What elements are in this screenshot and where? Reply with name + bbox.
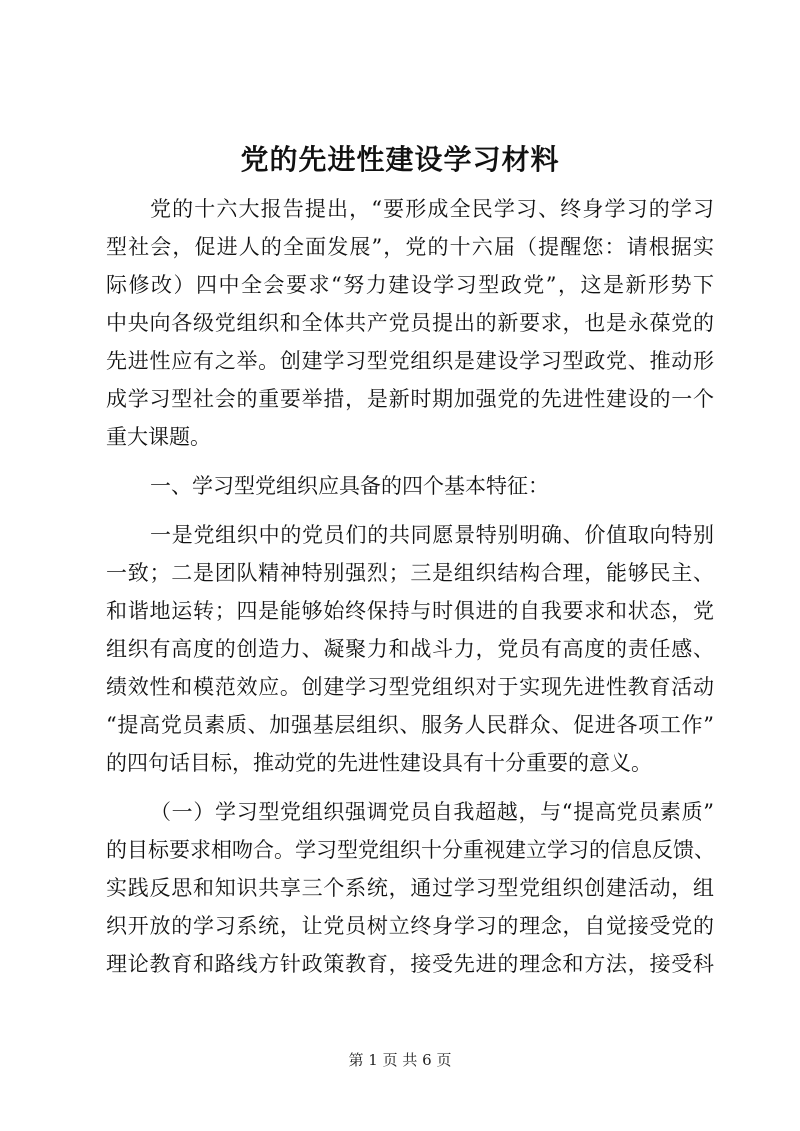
paragraph-spacer — [106, 782, 714, 793]
section-heading — [106, 467, 714, 505]
section-heading-line: 一、学习型党组织应具备的四个基本特征： — [150, 474, 549, 498]
paragraph-line: 成学习型社会的重要举措，是新时期加强党的先进性建设的一个 — [106, 387, 714, 411]
paragraph-line: 重大课题。 — [106, 425, 211, 449]
paragraph-spacer — [106, 505, 714, 516]
paragraph-line: 先进性应有之举。创建学习型党组织是建设学习型政党、推动形 — [106, 349, 714, 373]
paragraph-line: 的四句话目标，推动党的先进性建设具有十分重要的意义。 — [106, 751, 652, 775]
document-title: 党的先进性建设学习材料 — [240, 143, 560, 176]
paragraph-line: 理论教育和路线方针政策教育，接受先进的理念和方法，接受科 — [106, 952, 714, 976]
paragraph-section-one — [106, 793, 714, 983]
paragraph-line: 型社会，促进人的全面发展”，党的十六届（提醒您：请根据实 — [106, 235, 714, 259]
paragraph-line: 一致；二是团队精神特别强烈；三是组织结构合理，能够民主、 — [106, 561, 714, 585]
paragraph-line: 一是党组织中的党员们的共同愿景特别明确、价值取向特别 — [150, 523, 714, 547]
paragraph-features — [106, 516, 714, 782]
document-body — [106, 190, 714, 983]
paragraph-line: 实践反思和知识共享三个系统，通过学习型党组织创建活动，组 — [106, 876, 714, 900]
paragraph-line: 组织有高度的创造力、凝聚力和战斗力，党员有高度的责任感、 — [106, 637, 714, 661]
paragraph-line: （一）学习型党组织强调党员自我超越，与“提高党员素质” — [150, 800, 714, 824]
paragraph-line: 中央向各级党组织和全体共产党员提出的新要求，也是永葆党的 — [106, 311, 714, 335]
paragraph-line: 际修改）四中全会要求“努力建设学习型政党”，这是新形势下 — [106, 273, 714, 297]
paragraph-line: 党的十六大报告提出，“要形成全民学习、终身学习的学习 — [150, 197, 714, 221]
paragraph-line: 织开放的学习系统，让党员树立终身学习的理念，自觉接受党的 — [106, 914, 714, 938]
paragraph-line: 的目标要求相吻合。学习型党组织十分重视建立学习的信息反馈、 — [106, 838, 715, 862]
page-number: 第 1 页 共 6 页 — [348, 1051, 452, 1069]
paragraph-spacer — [106, 456, 714, 467]
paragraph-line: 绩效性和模范效应。创建学习型党组织对于实现先进性教育活动 — [106, 675, 714, 699]
paragraph-line: 和谐地运转；四是能够始终保持与时俱进的自我要求和状态，党 — [106, 599, 714, 623]
paragraph-line: “提高党员素质、加强基层组织、服务人民群众、促进各项工作” — [106, 713, 714, 737]
paragraph-intro — [106, 190, 714, 456]
